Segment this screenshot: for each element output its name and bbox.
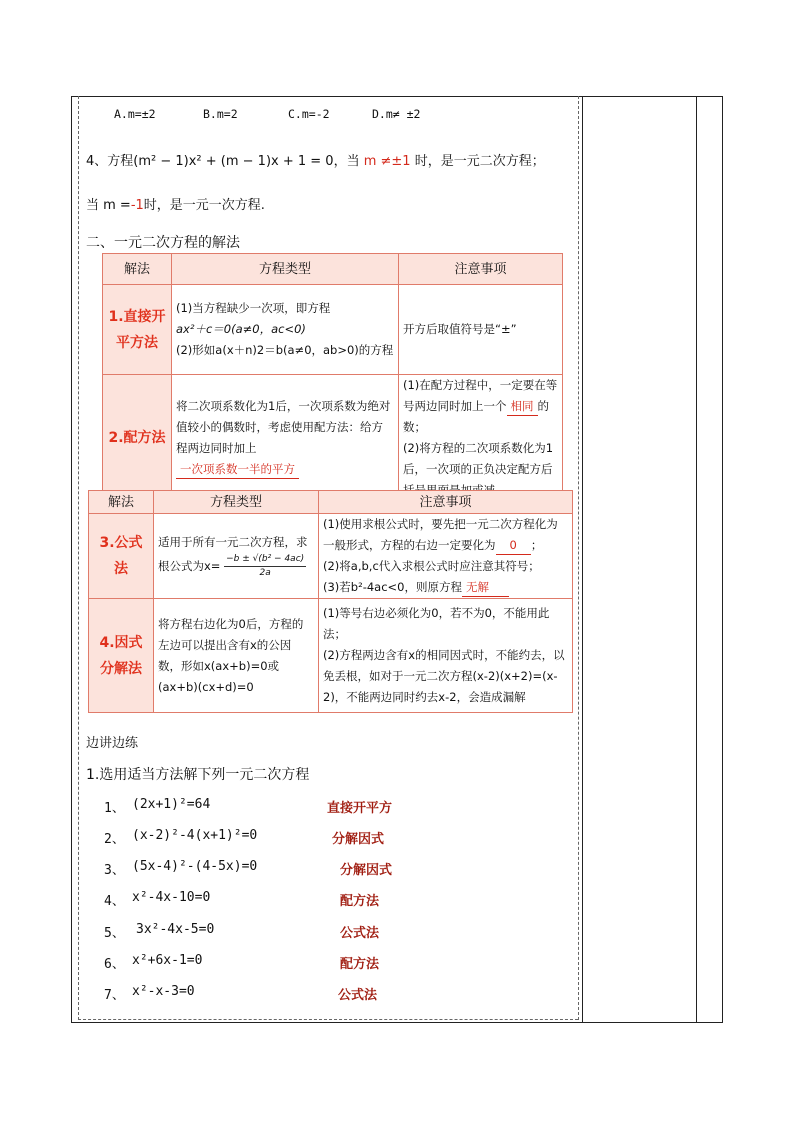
- formula-denominator: 2a: [259, 568, 271, 578]
- t2-header-method: 解法: [89, 491, 154, 514]
- t2-note-3-part2: (2)将a,b,c代入求根公式时应注意其符号；: [323, 559, 540, 573]
- t1-header-method: 解法: [103, 254, 172, 285]
- t2-note-3: [319, 514, 573, 599]
- choice-b: B.m=2: [203, 107, 238, 121]
- practice-num-6: 6、: [104, 957, 125, 972]
- q4-cond2: -1: [130, 198, 144, 213]
- frame-left: [71, 96, 72, 1023]
- t1-note-2-fill: 相同: [507, 398, 538, 416]
- practice-num-7: 7、: [104, 988, 125, 1003]
- q4-mid1: 时，是一元二次方程；: [414, 154, 545, 169]
- t1-type-1-line1: (1)当方程缺少一次项，即方程: [176, 301, 331, 315]
- q4-line1: [86, 150, 545, 169]
- q4-line2-suffix: 时，是一元一次方程.: [143, 198, 265, 213]
- practice-method-4: 配方法: [340, 894, 380, 909]
- section-title: 二、一元二次方程的解法: [86, 235, 240, 251]
- formula-numerator: −b ± √(b² − 4ac): [224, 553, 306, 567]
- practice-eq-6: x²+6x-1=0: [132, 953, 203, 968]
- t1-type-2: [172, 375, 399, 502]
- practice-eq-2: (x-2)²-4(x+1)²=0: [132, 828, 258, 843]
- t2-note-3-p3-pre: (3)若b²-4ac<0，则原方程: [323, 580, 462, 594]
- practice-eq-7: x²-x-3=0: [132, 984, 195, 999]
- t1-note-2-part1: [403, 375, 558, 438]
- t1-type-1: [172, 285, 399, 375]
- practice-method-7: 公式法: [338, 988, 378, 1003]
- t1-type-2-text: 将二次项系数化为1后，一次项系数为绝对值较小的偶数时，考虑使用配方法：给方程两边同时加上: [176, 399, 391, 455]
- frame-col-divider-1: [582, 96, 583, 1023]
- practice-eq-3: (5x-4)²-(4-5x)=0: [132, 859, 258, 874]
- practice-heading: 边讲边练: [86, 736, 139, 751]
- practice-method-1: 直接开平方: [327, 801, 393, 816]
- t2-note-4-part1: (1)等号右边必须化为0，若不为0，不能用此法；: [323, 606, 550, 641]
- choice-c: C.m=-2: [288, 107, 330, 121]
- quadratic-formula: [224, 553, 306, 580]
- t2-type-3-text: 适用于所有一元二次方程，求根公式为x=: [158, 535, 308, 573]
- q4-prefix: 4、方程(m² − 1)x² + (m − 1)x + 1 = 0，当: [86, 154, 360, 169]
- frame-right: [722, 96, 723, 1023]
- t1-method-2: 2.配方法: [103, 375, 172, 502]
- t1-note-1: 开方后取值符号是“±”: [399, 285, 563, 375]
- choice-a: A.m=±2: [114, 107, 156, 121]
- dashed-bottom: [78, 1019, 578, 1020]
- frame-col-divider-2: [696, 96, 697, 1023]
- t1-note-2-pre: (1)在配方过程中，一定要在等号两边同时加上一个: [403, 378, 558, 413]
- practice-num-5: 5、: [104, 926, 125, 941]
- t1-note-2-part2: (2)将方程的二次项系数化为1后，一次项的正负决定配方后: [403, 441, 554, 476]
- dashed-left: [78, 96, 79, 1020]
- t2-type-3: [154, 514, 319, 599]
- t2-type-4-line1: 将方程右边化为0后，方程的左边可以提出含有x的公因数，形如x(ax+b)=0或: [158, 616, 304, 673]
- practice-eq-4: x²-4x-10=0: [132, 890, 211, 905]
- t2-note-3-part1: [323, 514, 568, 556]
- practice-method-2: 分解因式: [332, 832, 385, 847]
- t1-note-2-post: 的数；: [403, 399, 549, 434]
- t2-note-3-pre: (1)使用求根公式时，要先把一元二次方程化为一般形式，方程的右边一定要化为: [323, 517, 558, 552]
- methods-table-2: [88, 490, 573, 713]
- practice-num-4: 4、: [104, 894, 125, 909]
- practice-num-3: 3、: [104, 863, 125, 878]
- t2-method-3: 3.公式法: [89, 514, 154, 599]
- t1-header-note: 注意事项: [399, 254, 563, 285]
- t1-method-1: 1.直接开平方法: [103, 285, 172, 375]
- practice-method-3: 分解因式: [340, 863, 393, 878]
- t2-header-type: 方程类型: [154, 491, 319, 514]
- t1-type-2-fill: 一次项系数一半的平方: [176, 461, 299, 479]
- q4-line2: [86, 194, 265, 213]
- q4-line2-prefix: 当 m =: [86, 198, 131, 213]
- t2-note-3-p3-fill: 无解: [462, 579, 509, 597]
- dashed-right: [578, 96, 579, 1020]
- t2-note-3-fill: 0: [496, 537, 531, 555]
- t2-type-4-line2: (ax+b)(cx+d)=0: [158, 679, 254, 694]
- t1-type-1-line2: ax²＋c＝0(a≠0，ac<0): [176, 322, 306, 336]
- t2-note-3-post: ；: [530, 538, 543, 552]
- practice-question: 1.选用适当方法解下列一元二次方程: [86, 767, 310, 783]
- frame-top: [71, 96, 723, 97]
- methods-table-1: [102, 253, 563, 502]
- q4-cond1: m ≠±1: [363, 154, 411, 169]
- t2-header-note: 注意事项: [319, 491, 573, 514]
- choice-d: D.m≠ ±2: [372, 107, 421, 121]
- practice-method-6: 配方法: [340, 957, 380, 972]
- frame-bottom: [71, 1022, 723, 1023]
- t2-type-4: [154, 599, 319, 713]
- practice-num-2: 2、: [104, 832, 125, 847]
- t2-note-4-part2: (2)方程两边含有x的相同因式时，不能约去，以免丢根，如对于一元二次方程(x-2)(x+2)=(x-2)，不能两边同时约去x-2，会造成漏解: [323, 648, 565, 704]
- t2-note-3-part3: [323, 577, 568, 598]
- practice-method-5: 公式法: [340, 926, 380, 941]
- t1-type-1-line3: (2)形如a(x＋n)2＝b(a≠0，ab>0)的方程: [176, 343, 394, 357]
- practice-eq-5: 3x²-4x-5=0: [136, 922, 215, 937]
- t2-note-4: [319, 599, 573, 713]
- t2-method-4: 4.因式分解法: [89, 599, 154, 713]
- practice-num-1: 1、: [104, 801, 125, 816]
- practice-eq-1: (2x+1)²=64: [132, 797, 211, 812]
- t1-note-2: [399, 375, 563, 502]
- t1-header-type: 方程类型: [172, 254, 399, 285]
